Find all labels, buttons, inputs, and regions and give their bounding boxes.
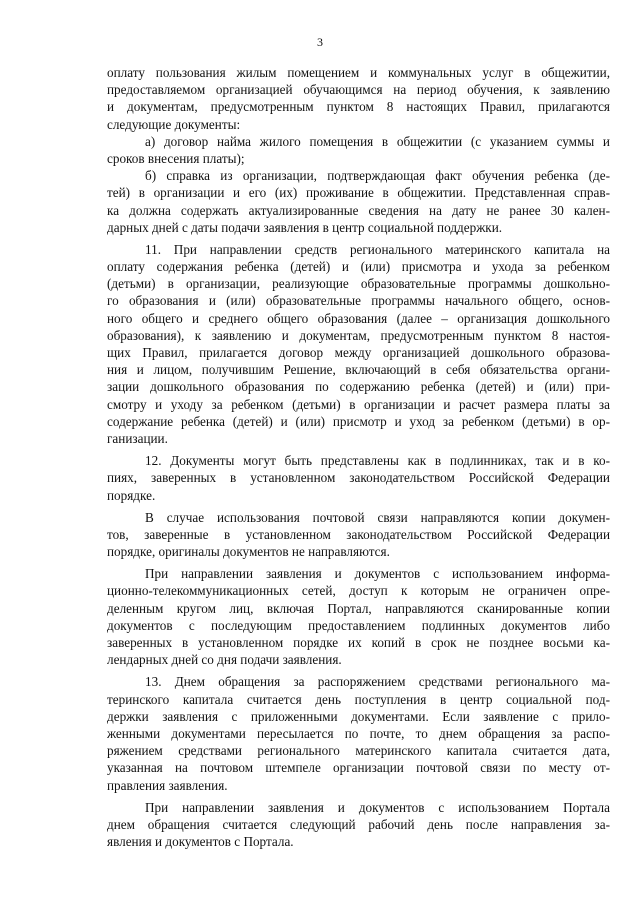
text-line: смотру и уходу за ребенком (детьми) в организации и расчет размера платы за	[107, 396, 610, 412]
text-line: щих Правил, прилагается договор между организацией дошкольного образова-	[107, 345, 610, 360]
text-line: ряжением средствами регионального материнского капитала считается дата,	[107, 743, 610, 759]
text-line: деленным кругом лиц, включая Портал, направляются сканированные копии	[107, 600, 610, 616]
text-line: сроков внесения платы);	[107, 150, 245, 166]
text-line: 12. Документы могут быть представлены как в подлинниках, так и в ко-	[145, 453, 610, 469]
text-line: ного общего и среднего общего образования (далее – организация дошкольного	[107, 310, 610, 326]
text-line: правления заявления.	[107, 777, 228, 793]
text-line: предоставляемом организацией обучающимся на период обучения, к заявлению	[107, 82, 610, 98]
text-line: и документам, предусмотренным пунктом 8 настоящих Правил, прилагаются	[107, 99, 610, 115]
text-line: порядке, оригиналы документов не направляются.	[107, 544, 390, 560]
text-line: заверенных в установленном порядке их копий в срок не позднее восьми ка-	[107, 635, 610, 650]
paragraph-item-a	[107, 133, 610, 167]
text-line: теринского капитала считается день поступления в центр социальной под-	[107, 691, 610, 707]
text-line: а) договор найма жилого помещения в общежитии (с указанием суммы и	[145, 133, 610, 149]
paragraph-item-b	[107, 167, 610, 236]
text-line: лендарных дней со дня подачи заявления.	[107, 652, 342, 668]
text-line: тей) в организации и его (их) проживание в общежитии. Представленная справ-	[107, 185, 610, 201]
document-body	[107, 64, 610, 850]
paragraph-13	[107, 673, 610, 793]
text-line: оплату пользования жилым помещением и коммунальных услуг в общежитии,	[107, 65, 610, 80]
text-line: оплату содержания ребенка (детей) и (или) присмотра и ухода за ребенком	[107, 259, 610, 275]
text-line: женными документами пересылается по почте, то днем обращения за распо-	[107, 725, 610, 741]
text-line: содержание ребенка (детей) и (или) присмотр и уход за ребенком (детьми) в ор-	[107, 413, 610, 429]
text-line: 13. Днем обращения за распоряжением средствами регионального ма-	[145, 674, 610, 690]
paragraph-11	[107, 241, 610, 447]
text-line: ка должна содержать актуализированные сведения на дату не ранее 30 кален-	[107, 202, 610, 218]
text-line: документов с последующим предоставлением подлинных документов либо	[107, 617, 610, 633]
text-line: тов, заверенные в установленном законодательством Российской Федерации	[107, 526, 610, 542]
paragraph-continuation	[107, 64, 610, 133]
text-line: образования), к заявлению и документам, предусмотренным пунктом 8 настоя-	[107, 327, 610, 343]
text-line: зации дошкольного образования по содержанию ребенка (детей) и (или) при-	[107, 379, 610, 395]
text-line: днем обращения считается следующий рабочий день после направления за-	[107, 816, 610, 832]
text-line: б) справка из организации, подтверждающая факт обучения ребенка (де-	[145, 168, 610, 184]
paragraph-12-mail	[107, 509, 610, 561]
text-line: держки заявления с приложенными документами. Если заявление с прило-	[107, 708, 610, 724]
text-line: При направлении заявления и документов с использованием Портала	[145, 799, 610, 815]
text-line: явления и документов с Портала.	[107, 834, 294, 850]
paragraph-12-networks	[107, 565, 610, 668]
text-line: При направлении заявления и документов с использованием информа-	[145, 566, 610, 582]
text-line: дарных дней с даты подачи заявления в центр социальной поддержки.	[107, 219, 503, 235]
paragraph-13-portal	[107, 799, 610, 851]
text-line: (детьми) в организации, реализующие образовательные программы дошкольно-	[107, 276, 610, 292]
text-line: следующие документы:	[107, 116, 241, 132]
text-line: указанная на почтовом штемпеле организации почтовой связи по месту от-	[107, 760, 610, 776]
page-number: 3	[317, 35, 323, 49]
text-line: В случае использования почтовой связи направляются копии докумен-	[145, 509, 610, 525]
text-line: ционно-телекоммуникационных сетей, доступ к которым не ограничен опре-	[107, 583, 610, 599]
text-line: пиях, заверенных в установленном законодательством Российской Федерации	[107, 470, 610, 486]
paragraph-12	[107, 452, 610, 504]
text-line: 11. При направлении средств регионального материнского капитала на	[145, 241, 610, 257]
text-line: ганизации.	[107, 430, 168, 446]
text-line: го образования и (или) образовательные программы начального общего, основ-	[107, 293, 610, 309]
text-line: ния и лицом, получившим Решение, включающий в себя обязательства органи-	[107, 362, 610, 378]
text-line: порядке.	[107, 487, 156, 503]
